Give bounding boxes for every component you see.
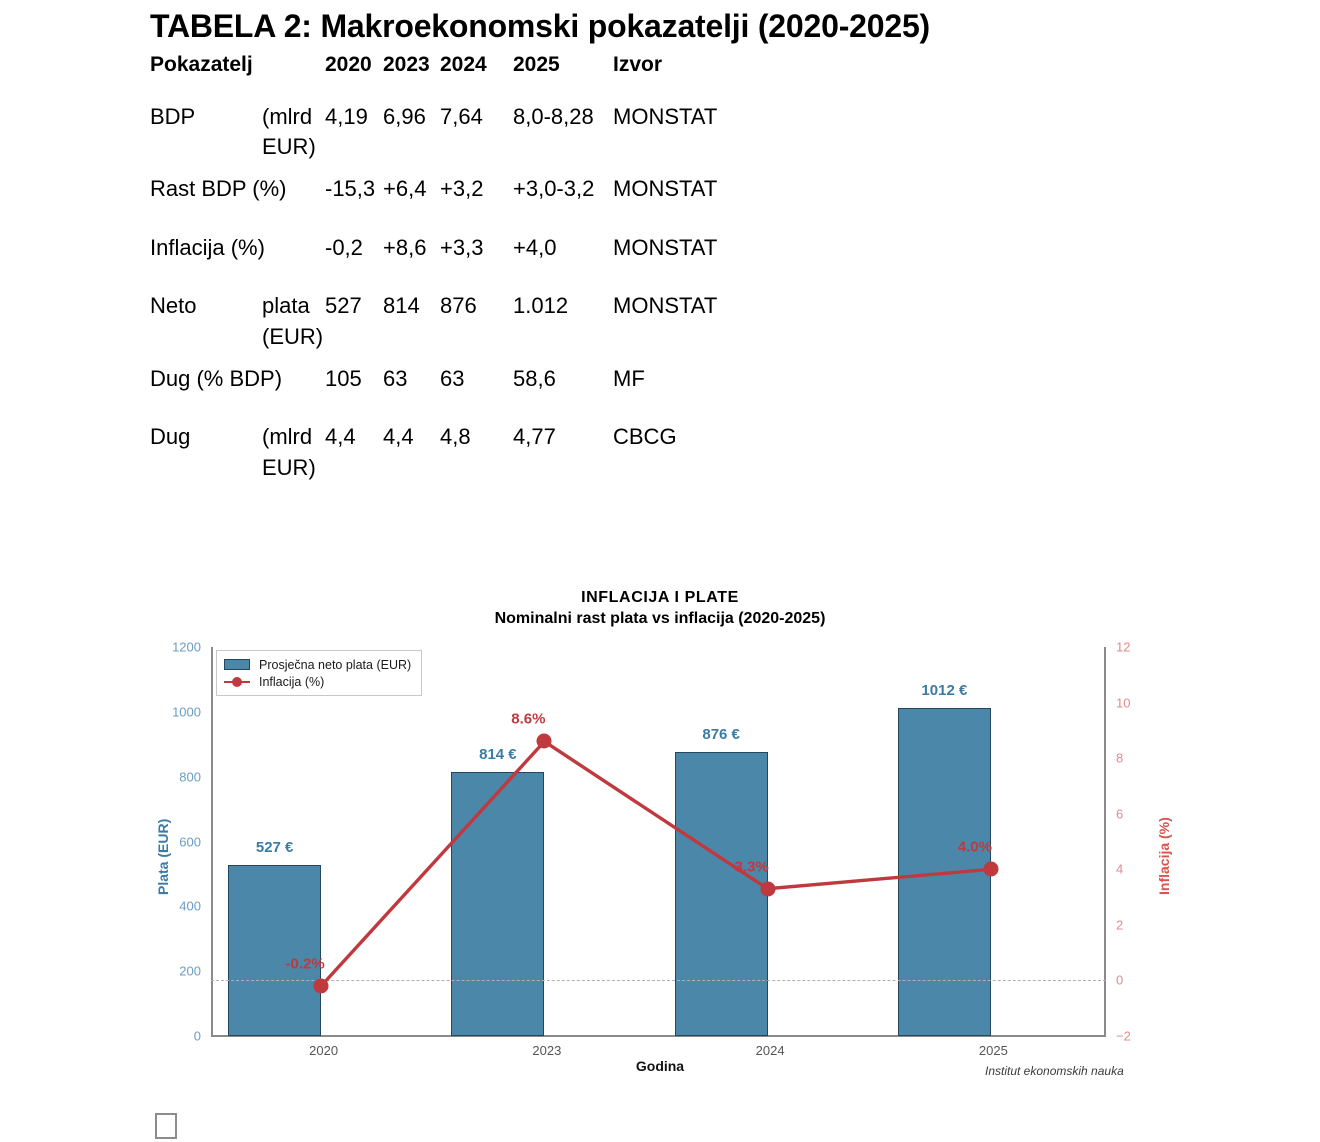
bottom-checkbox[interactable] xyxy=(155,1113,177,1139)
bar-label-2025: 1012 € xyxy=(921,681,968,699)
cell-indicator xyxy=(150,233,325,291)
column-header-2025: 2025 xyxy=(513,52,560,76)
cell-2024: 7,64 xyxy=(440,103,483,129)
indicator-name: Neto xyxy=(150,293,197,319)
table-block xyxy=(150,8,1150,495)
table-row xyxy=(150,364,773,422)
cell-2025: 4,77 xyxy=(513,424,556,450)
cell-2020: 527 xyxy=(325,293,362,319)
indicator-name: Rast BDP (%) xyxy=(150,176,287,202)
column-header-2023: 2023 xyxy=(383,52,430,76)
indicator-name: Inflacija (%) xyxy=(150,234,265,260)
cell-2024: 63 xyxy=(440,365,465,391)
y-tick-right-4: 4 xyxy=(1116,861,1124,877)
chart-credit: Institut ekonomskih nauka xyxy=(985,1064,1124,1078)
x-tick-2020: 2020 xyxy=(309,1043,339,1058)
cell-2020: -15,3 xyxy=(325,176,376,202)
line-marker-2025[interactable] xyxy=(983,862,998,877)
line-label-2025: 4.0% xyxy=(957,838,992,856)
y-tick-right-0: 0 xyxy=(1116,972,1124,988)
cell-2025: 58,6 xyxy=(513,365,556,391)
table-row xyxy=(150,174,773,232)
cell-2023: 6,96 xyxy=(383,103,426,129)
legend-bar-swatch-icon xyxy=(224,659,250,670)
indicator-name: Dug (% BDP) xyxy=(150,365,283,391)
page-title: TABELA 2: Makroekonomski pokazatelji (2020-2025) xyxy=(150,8,930,44)
y-axis-right-label: Inflacija (%) xyxy=(1156,817,1172,895)
cell-2023: +8,6 xyxy=(383,234,427,260)
cell-2020: 4,4 xyxy=(325,424,356,450)
y-tick-right-6: 6 xyxy=(1116,806,1124,822)
cell-2020: 4,19 xyxy=(325,103,368,129)
cell-source: MONSTAT xyxy=(613,234,718,260)
cell-2025: +4,0 xyxy=(513,234,557,260)
cell-source: MONSTAT xyxy=(613,103,718,129)
cell-source: MONSTAT xyxy=(613,176,718,202)
line-marker-2023[interactable] xyxy=(537,734,552,749)
cell-2024: 876 xyxy=(440,293,477,319)
cell-indicator xyxy=(150,102,325,175)
plot-area xyxy=(172,639,1131,1058)
cell-source: CBCG xyxy=(613,424,677,450)
chart-title: INFLACIJA I PLATE xyxy=(581,589,739,606)
indicator-unit: (mlrd EUR) xyxy=(262,424,316,480)
cell-2025: 1.012 xyxy=(513,293,569,319)
cell-indicator xyxy=(150,174,325,232)
cell-2023: 4,4 xyxy=(383,424,414,450)
cell-2025: 8,0-8,28 xyxy=(513,103,594,129)
y-tick-left-1000: 1000 xyxy=(172,704,201,720)
chart-subtitle: Nominalni rast plata vs inflacija (2020-2025) xyxy=(494,610,826,627)
column-header-2024: 2024 xyxy=(440,52,487,76)
cell-source: MONSTAT xyxy=(613,293,718,319)
chart-inflation-and-wages xyxy=(0,575,1320,1095)
column-header-2020: 2020 xyxy=(325,52,372,76)
table-row xyxy=(150,422,773,495)
y-tick-right-8: 8 xyxy=(1116,750,1124,766)
cell-2024: +3,2 xyxy=(440,176,484,202)
table-body xyxy=(150,102,773,495)
cell-2023: 63 xyxy=(383,365,408,391)
chart-title-group xyxy=(0,589,1320,628)
y-tick-left-1200: 1200 xyxy=(172,639,201,655)
x-tick-2024: 2024 xyxy=(755,1043,785,1058)
indicator-unit: plata (EUR) xyxy=(262,293,324,349)
legend-label-inflation: Inflacija (%) xyxy=(259,674,325,689)
indicator-name: Dug xyxy=(150,424,191,450)
y-tick-left-400: 400 xyxy=(179,898,201,914)
cell-2023: 814 xyxy=(383,293,420,319)
column-header-indicator: Pokazatelj xyxy=(150,52,253,76)
table-row xyxy=(150,291,773,364)
bar-label-2024: 876 € xyxy=(702,726,740,744)
macroeconomic-indicators-table xyxy=(150,51,773,495)
cell-indicator xyxy=(150,364,325,422)
table-row xyxy=(150,233,773,291)
cell-2020: -0,2 xyxy=(325,234,363,260)
y-tick-left-200: 200 xyxy=(179,963,201,979)
cell-2023: +6,4 xyxy=(383,176,427,202)
y-tick-right-2: 2 xyxy=(1116,917,1124,933)
y-tick-left-600: 600 xyxy=(179,834,201,849)
indicator-name: BDP xyxy=(150,103,196,129)
cell-2025: +3,0-3,2 xyxy=(513,176,595,202)
line-label-2023: 8.6% xyxy=(511,710,546,728)
chart-legend xyxy=(216,650,422,696)
x-tick-2025: 2025 xyxy=(978,1043,1008,1058)
line-label-2024: 3.3% xyxy=(734,858,769,876)
line-marker-2020[interactable] xyxy=(314,978,329,993)
table-row xyxy=(150,102,773,175)
y-tick-left-800: 800 xyxy=(179,769,201,785)
y-axis-left-label: Plata (EUR) xyxy=(155,818,171,895)
line-label-2020: -0.2% xyxy=(285,955,325,973)
legend-item-wages[interactable] xyxy=(224,656,411,673)
cell-indicator xyxy=(150,291,325,364)
x-axis-label: Godina xyxy=(635,1058,685,1074)
cell-source: MF xyxy=(613,365,645,391)
cell-2024: +3,3 xyxy=(440,234,484,260)
y-tick-right-10: 10 xyxy=(1116,695,1131,711)
column-header-source: Izvor xyxy=(613,52,663,76)
cell-2020: 105 xyxy=(325,365,362,391)
legend-label-wages: Prosječna neto plata (EUR) xyxy=(259,657,412,672)
bar-label-2020: 527 € xyxy=(255,839,294,857)
legend-item-inflation[interactable] xyxy=(224,673,411,690)
bar-label-2023: 814 € xyxy=(479,746,517,764)
cell-2024: 4,8 xyxy=(440,424,471,450)
table-header-row xyxy=(150,51,773,102)
indicator-unit: (mlrd EUR) xyxy=(262,103,316,160)
x-tick-2023: 2023 xyxy=(532,1043,562,1058)
y-tick-right-12: 12 xyxy=(1116,639,1131,655)
y-tick-left-0: 0 xyxy=(193,1028,201,1044)
cell-indicator xyxy=(150,422,325,495)
legend-line-swatch-icon xyxy=(224,676,250,687)
y-tick-right--2: −2 xyxy=(1116,1028,1131,1044)
line-marker-2024[interactable] xyxy=(760,881,775,896)
